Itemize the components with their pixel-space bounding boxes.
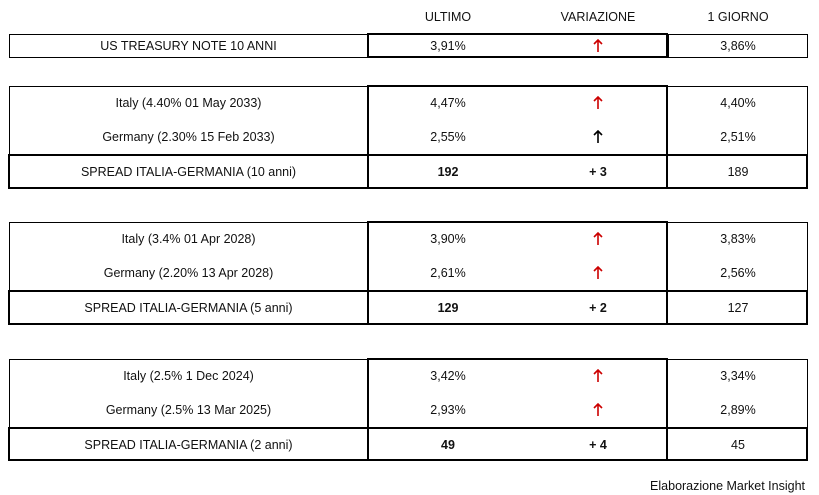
bond-giorno: 2,51%: [720, 130, 756, 144]
spread-ultimo: 192: [437, 165, 459, 179]
bond-label: Italy (2.5% 1 Dec 2024): [123, 369, 254, 383]
spread-giorno: 189: [727, 165, 749, 179]
treasury-ultimo: 3,91%: [430, 39, 466, 53]
header-ultimo: ULTIMO: [424, 10, 472, 24]
treasury-giorno: 3,86%: [720, 39, 756, 53]
source-footer: Elaborazione Market Insight: [650, 479, 805, 493]
bond-ultimo: 3,90%: [430, 232, 466, 246]
up-arrow-icon: [528, 256, 668, 290]
spread-giorno: 127: [727, 301, 749, 315]
spread-variazione: + 4: [589, 437, 607, 452]
up-arrow-icon: [528, 34, 668, 58]
header-variazione: VARIAZIONE: [560, 10, 636, 24]
bond-label: Italy (4.40% 01 May 2033): [115, 96, 262, 110]
spread-label: SPREAD ITALIA-GERMANIA (2 anni): [84, 437, 293, 452]
bond-giorno: 3,83%: [720, 232, 756, 246]
bond-giorno: 4,40%: [720, 96, 756, 110]
bond-ultimo: 3,42%: [430, 369, 466, 383]
bond-ultimo: 4,47%: [430, 96, 466, 110]
up-arrow-icon: [528, 359, 668, 393]
up-arrow-icon: [528, 393, 668, 427]
treasury-label: US TREASURY NOTE 10 ANNI: [100, 39, 277, 53]
bond-giorno: 2,89%: [720, 403, 756, 417]
spread-variazione: + 3: [589, 165, 607, 179]
bond-ultimo: 2,61%: [430, 266, 466, 280]
bond-ultimo: 2,55%: [430, 130, 466, 144]
bond-label: Germany (2.20% 13 Apr 2028): [103, 266, 274, 280]
bond-ultimo: 2,93%: [430, 403, 466, 417]
header-1-giorno: 1 GIORNO: [707, 10, 769, 24]
bond-giorno: 3,34%: [720, 369, 756, 383]
spread-label: SPREAD ITALIA-GERMANIA (5 anni): [84, 301, 293, 315]
spread-giorno: 45: [731, 437, 745, 452]
spread-ultimo: 129: [437, 301, 459, 315]
spread-variazione: + 2: [589, 301, 607, 315]
spread-ultimo: 49: [441, 437, 455, 452]
up-arrow-icon: [528, 86, 668, 120]
bond-label: Germany (2.30% 15 Feb 2033): [102, 130, 275, 144]
bond-label: Italy (3.4% 01 Apr 2028): [121, 232, 256, 246]
up-arrow-icon: [528, 120, 668, 154]
bond-label: Germany (2.5% 13 Mar 2025): [105, 403, 272, 417]
up-arrow-icon: [528, 222, 668, 256]
bond-giorno: 2,56%: [720, 266, 756, 280]
spread-label: SPREAD ITALIA-GERMANIA (10 anni): [80, 165, 297, 179]
